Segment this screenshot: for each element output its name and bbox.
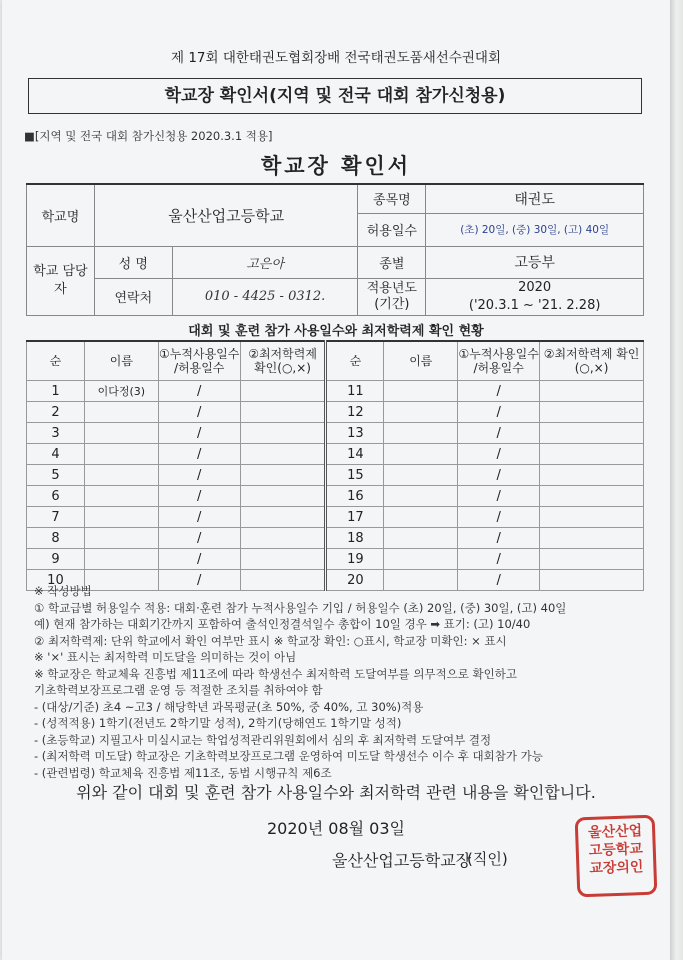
cell-right-grade	[540, 549, 644, 570]
cell-right-no: 20	[326, 570, 384, 591]
cell-left-grade	[240, 528, 326, 549]
header-name-left: 이름	[84, 341, 158, 381]
cell-right-no: 17	[326, 507, 384, 528]
cell-right-name	[384, 549, 458, 570]
document-page	[2, 0, 670, 960]
period-value	[426, 278, 644, 315]
cell-left-grade	[240, 402, 326, 423]
principal-title: 울산산업고등학교장	[332, 851, 472, 870]
cell-left-grade	[240, 381, 326, 402]
cell-left-name	[84, 444, 158, 465]
check-section-title: 대회 및 훈련 참가 사용일수와 최저학력제 확인 현황	[188, 324, 484, 339]
cell-right-name	[384, 423, 458, 444]
header-no-left: 순	[27, 341, 85, 381]
cell-right-name	[384, 465, 458, 486]
table-row	[27, 465, 644, 486]
issue-date: 2020년 08월 03일	[267, 819, 405, 838]
cell-right-grade	[540, 381, 644, 402]
cell-right-no: 12	[326, 402, 384, 423]
cell-left-days: /	[158, 570, 240, 591]
allowed-days-value: (초) 20일, (중) 30일, (고) 40일	[426, 213, 644, 246]
cell-left-days: /	[158, 465, 240, 486]
cell-right-no: 14	[326, 444, 384, 465]
cell-left-days: /	[158, 486, 240, 507]
cell-right-days: /	[458, 549, 540, 570]
cell-right-grade	[540, 486, 644, 507]
cell-left-no: 4	[27, 444, 85, 465]
cell-right-no: 11	[326, 381, 384, 402]
instruction-line: ※ 작성방법	[34, 584, 92, 598]
cell-left-name	[84, 486, 158, 507]
table-row	[27, 507, 644, 528]
cell-right-days: /	[458, 423, 540, 444]
document-title: 학교장 확인서	[260, 154, 412, 178]
cell-left-name	[84, 549, 158, 570]
instruction-line: ① 학교급별 허용일수 적용: 대회·훈련 참가 누적사용일수 기입 / 허용일수 (초) 20일, (중) 30일, (고) 40일	[34, 600, 567, 615]
school-name-value: 울산산업고등학교	[94, 184, 358, 246]
cell-right-name	[384, 507, 458, 528]
instruction-line: - (최저학력 미도달) 학교장은 기초학력보장프로그램 운영하여 미도달 학생선수 이수 후 대회참가 가능	[34, 749, 543, 763]
cell-right-days: /	[458, 402, 540, 423]
table-row	[27, 423, 644, 444]
cell-right-name	[384, 528, 458, 549]
instruction-line: - (관련법령) 학교체육 진흥법 제11조, 동법 시행규칙 제6조	[34, 765, 332, 780]
cell-left-name	[84, 402, 158, 423]
table-row	[27, 486, 644, 507]
cell-left-days: /	[158, 528, 240, 549]
instruction-line: - (초등학교) 지필고사 미실시교는 학업성적관리위원회에서 심의 후 최저학력 도달여부 결정	[34, 732, 492, 747]
cell-right-no: 15	[326, 465, 384, 486]
instructions	[34, 583, 646, 781]
instruction-line: ※ 학교장은 학교체육 진흥법 제11조에 따라 학생선수 최저학력 도달여부를 의무적으로 확인하고	[34, 666, 517, 681]
allowed-days-label: 허용일수	[358, 213, 426, 246]
cell-right-days: /	[458, 444, 540, 465]
cell-left-no: 10	[27, 570, 85, 591]
cell-left-days: /	[158, 549, 240, 570]
instruction-line: - (성적적용) 1학기(전년도 2학기말 성적), 2학기(당해연도 1학기말 성적)	[34, 716, 402, 730]
check-table-body	[27, 381, 644, 591]
cell-right-days: /	[458, 528, 540, 549]
cell-left-grade	[240, 507, 326, 528]
table-row	[27, 444, 644, 465]
cell-right-grade	[540, 528, 644, 549]
cell-left-days: /	[158, 507, 240, 528]
cell-left-no: 2	[27, 402, 85, 423]
cell-left-name: 이다정(3)	[84, 381, 158, 402]
cell-left-days: /	[158, 381, 240, 402]
period-range: ('20.3.1 ~ '21. 2.28)	[468, 297, 601, 313]
cell-left-name	[84, 507, 158, 528]
cell-left-days: /	[158, 402, 240, 423]
cell-right-no: 18	[326, 528, 384, 549]
instruction-line: 예) 현재 참가하는 대회기간까지 포함하여 출석인정결석일수 총합이 10일 경우 ➡ 표기: (고) 10/40	[34, 617, 531, 631]
cell-left-name	[84, 465, 158, 486]
contact-value: 010 - 4425 - 0312.	[172, 278, 358, 315]
header-grade-right: ②최저학력제 확인(○,×)	[540, 341, 644, 381]
table-row	[27, 381, 644, 402]
cell-right-name	[384, 402, 458, 423]
cell-right-grade	[540, 444, 644, 465]
table-row	[27, 528, 644, 549]
division-label: 종별	[358, 246, 426, 278]
cell-left-no: 1	[27, 381, 85, 402]
header-name-right: 이름	[384, 341, 458, 381]
cell-left-no: 7	[27, 507, 85, 528]
teacher-name-label: 성 명	[94, 246, 172, 278]
header-days-right: ①누적사용일수 /허용일수	[458, 341, 540, 381]
teacher-label: 학교 담당자	[27, 246, 95, 315]
table-row	[27, 549, 644, 570]
cell-right-grade	[540, 423, 644, 444]
teacher-name-value: 고은아	[172, 246, 358, 278]
instruction-line: 기초학력보장프로그램 운영 등 적절한 조치를 취하여야 함	[34, 683, 323, 697]
cell-left-grade	[240, 423, 326, 444]
cell-right-name	[384, 444, 458, 465]
cell-left-grade	[240, 444, 326, 465]
cell-left-no: 6	[27, 486, 85, 507]
competition-title: 제 17회 대한태권도협회장배 전국태권도품새선수권대회	[171, 50, 501, 66]
cell-right-no: 19	[326, 549, 384, 570]
cell-left-days: /	[158, 423, 240, 444]
header-no-right: 순	[326, 341, 384, 381]
school-info-table	[26, 183, 644, 316]
cell-left-name	[84, 528, 158, 549]
check-status-table	[26, 340, 644, 591]
seal-line: 고등학교	[588, 841, 644, 859]
cell-right-days: /	[458, 570, 540, 591]
cell-right-no: 13	[326, 423, 384, 444]
official-seal-stamp	[575, 815, 658, 898]
header-grade-left: ②최저학력제 확인(○,×)	[240, 341, 326, 381]
instruction-line: ※ '×' 표시는 최저학력 미도달을 의미하는 것이 아님	[34, 650, 297, 664]
table-row	[27, 402, 644, 423]
cell-left-name	[84, 423, 158, 444]
period-year: 2020	[518, 279, 552, 295]
confirmation-text: 위와 같이 대회 및 훈련 참가 사용일수와 최저학력 관련 내용을 확인합니다.	[76, 783, 596, 802]
cell-right-no: 16	[326, 486, 384, 507]
cell-right-days: /	[458, 381, 540, 402]
cell-right-grade	[540, 465, 644, 486]
sport-value: 태권도	[426, 184, 644, 213]
cell-left-no: 9	[27, 549, 85, 570]
cell-left-grade	[240, 465, 326, 486]
cell-left-no: 8	[27, 528, 85, 549]
instruction-line: - (대상/기준) 초4 ~고3 / 해당학년 과목평균(초 50%, 중 40%, 고 30%)적용	[34, 699, 424, 714]
seal-line: 울산산업	[587, 823, 643, 841]
form-title-box: 학교장 확인서(지역 및 전국 대회 참가신청용)	[28, 78, 642, 114]
cell-right-grade	[540, 402, 644, 423]
cell-left-no: 3	[27, 423, 85, 444]
school-name-label: 학교명	[27, 184, 95, 246]
cell-right-days: /	[458, 507, 540, 528]
cell-right-name	[384, 381, 458, 402]
period-label: 적용년도 (기간)	[358, 278, 426, 315]
form-note: ■[지역 및 전국 대회 참가신청용 2020.3.1 적용]	[24, 129, 273, 143]
contact-label: 연락처	[94, 278, 172, 315]
instruction-line: ② 최저학력제: 단위 학교에서 확인 여부만 표시 ※ 학교장 확인: ○표시, 학교장 미확인: × 표시	[34, 633, 507, 648]
cell-left-grade	[240, 486, 326, 507]
cell-left-days: /	[158, 444, 240, 465]
header-days-left: ①누적사용일수 /허용일수	[158, 341, 240, 381]
division-value: 고등부	[426, 246, 644, 278]
cell-right-name	[384, 486, 458, 507]
cell-right-days: /	[458, 486, 540, 507]
cell-right-grade	[540, 507, 644, 528]
cell-left-grade	[240, 549, 326, 570]
cell-right-days: /	[458, 465, 540, 486]
seal-line: 교장의인	[589, 859, 644, 877]
background-edge	[670, 0, 683, 960]
cell-left-no: 5	[27, 465, 85, 486]
sport-label: 종목명	[358, 184, 426, 213]
seal-label: (직인)	[467, 850, 508, 868]
